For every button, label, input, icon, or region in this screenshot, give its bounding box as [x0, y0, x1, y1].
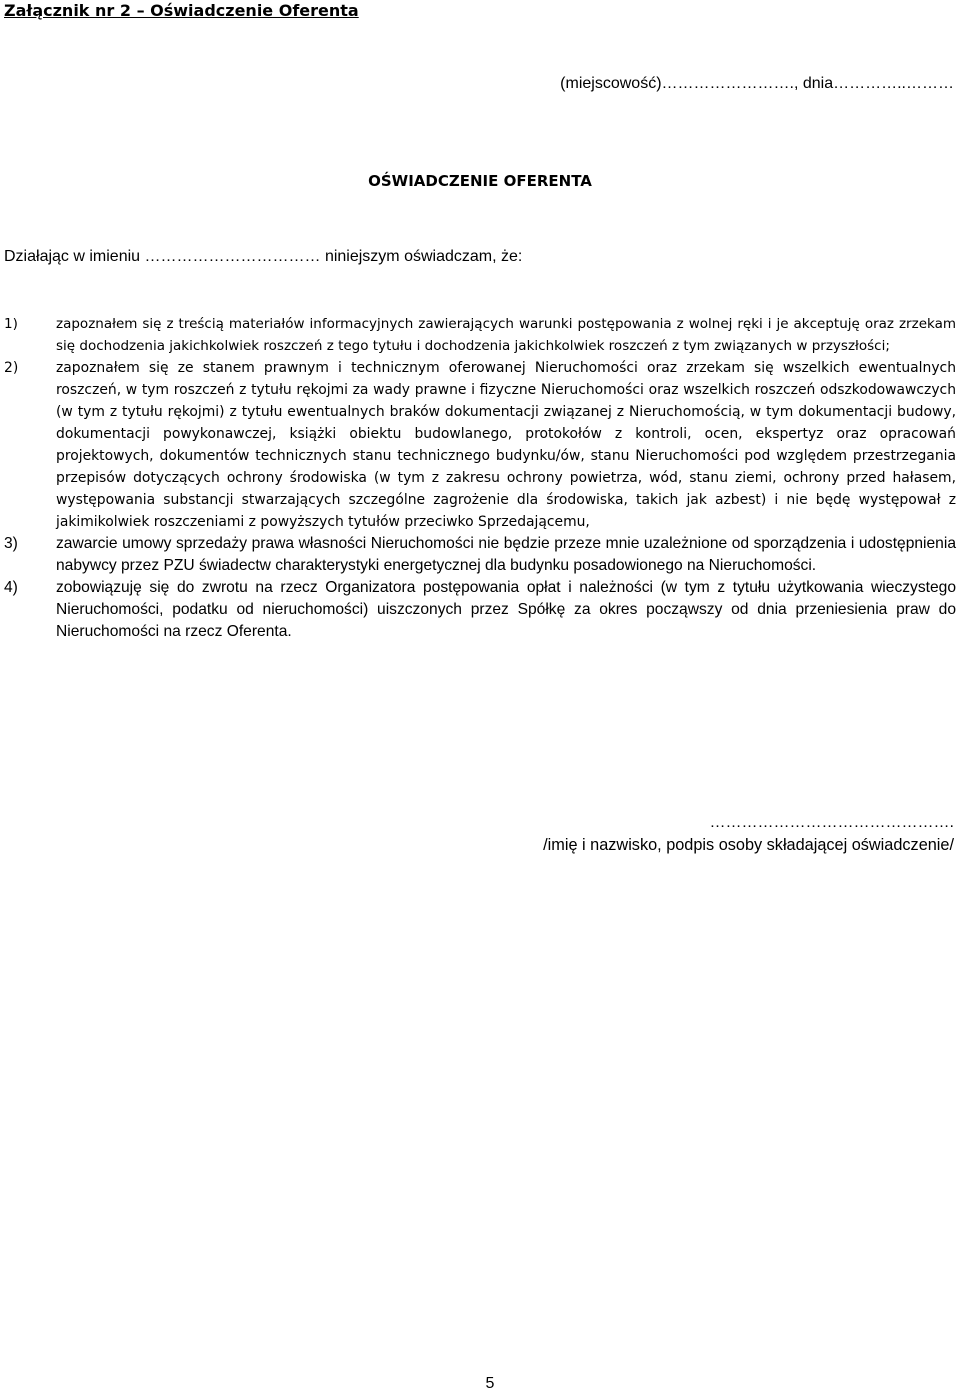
clause-text: zapoznałem się z treścią materiałów informacyjnych zawierających warunki postępowania z wolnej ręki i je akceptuję oraz zrzekam się dochodzenia jakichkolwiek roszczeń z tego tytułu i dochodzenia jakichkolwiek roszczeń z tym związanych w przyszłości; [56, 316, 956, 354]
signature-caption: /imię i nazwisko, podpis osoby składającej oświadczenie/ [543, 836, 954, 854]
place-date-line: (miejscowość)……………………., dnia…………..……… [560, 75, 954, 92]
page-number: 5 [485, 1375, 495, 1392]
clause-text: zapoznałem się ze stanem prawnym i technicznym oferowanej Nieruchomości oraz zrzekam się wszelkich ewentualnych roszczeń, w tym roszczeń z tytułu rękojmi za wady prawne i fizyczne Nieruchomości oraz wszelkich roszczeń odszkodowawczych (w tym z tytułu rękojmi) z tytułu ewentualnych braków dokumentacji związanej z Nieruchomością, w tym dokumentacji budowy, dokumentacji powykonawczej, książki obiektu budowlanego, protokołów z kontroli, ocen, ekspertyz oraz opracowań projektowych, dokumentów technicznych stanu technicznego budynku/ów, stanu Nieruchomości pod względem przestrzegania przepisów dotyczących ochrony środowiska (w tym z zakresu ochrony powietrza, wód, stanu ziemi, ochrony przed hałasem, występowania substancji stwarzających szczególne zagrożenie dla środowiska, takich jak azbest) i nie będę występował z jakimikolwiek roszczeniami z powyższych tytułów przeciwko Sprzedającemu, [56, 360, 956, 530]
clause-number: 2) [4, 360, 19, 376]
clause-1 [4, 313, 956, 357]
signature-line: ………………………………………. [709, 814, 954, 831]
clause-number: 1) [4, 316, 18, 332]
clause-text: zobowiązuję się do zwrotu na rzecz Organizatora postępowania opłat i należności (w tym z tytułu użytkowania wieczystego Nieruchomości, podatku od nieruchomości) uiszczonych przez Spółkę za okres począwszy od dnia przeniesienia praw do Nieruchomości na rzecz Oferenta. [56, 579, 956, 640]
document-title: OŚWIADCZENIE OFERENTA [368, 172, 592, 190]
attachment-title: Załącznik nr 2 – Oświadczenie Oferenta [4, 1, 359, 20]
clause-3 [4, 533, 956, 577]
declaration-clauses [4, 313, 956, 643]
intro-statement: Działając w imieniu …………………………… niniejszym oświadczam, że: [4, 248, 523, 265]
clause-2 [4, 357, 956, 533]
clause-number: 4) [4, 579, 18, 596]
clause-text: zawarcie umowy sprzedaży prawa własności Nieruchomości nie będzie przeze mnie uzależnione od sporządzenia i udostępnienia nabywcy przez PZU świadectw charakterystyki energetycznej dla budynku posadowionego na Nieruchomości. [56, 535, 956, 574]
clause-4 [4, 577, 956, 643]
clause-number: 3) [4, 535, 18, 552]
